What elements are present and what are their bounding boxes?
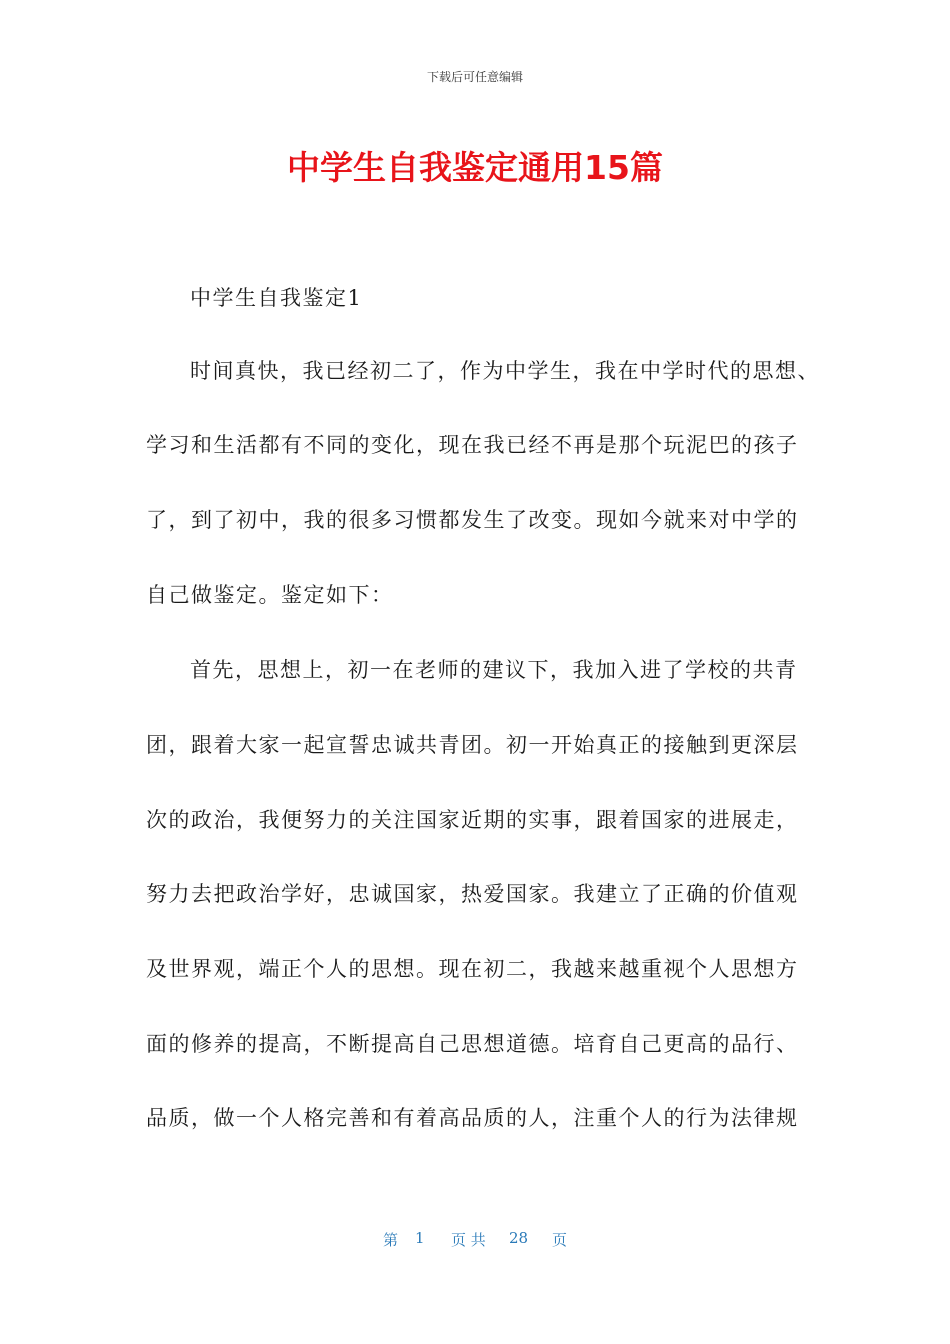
paragraph-line: 了，到了初中，我的很多习惯都发生了改变。现如今就来对中学的: [146, 508, 799, 532]
paragraph-line: 首先，思想上，初一在老师的建议下，我加入进了学校的共青: [190, 658, 798, 682]
paragraph-line: 及世界观，端正个人的思想。现在初二，我越来越重视个人思想方: [146, 957, 799, 981]
paragraph-line: 学习和生活都有不同的变化，现在我已经不再是那个玩泥巴的孩子: [146, 433, 799, 457]
paragraph-line: 面的修养的提高，不断提高自己思想道德。培育自己更高的品行、: [146, 1032, 799, 1056]
footer-suffix: 页: [552, 1231, 568, 1249]
paragraph-line: 团，跟着大家一起宣誓忠诚共青团。初一开始真正的接触到更深层: [146, 733, 799, 757]
paragraph-line: 品质，做一个人格完善和有着高品质的人，注重个人的行为法律规: [146, 1106, 799, 1130]
header-note: 下载后可任意编辑: [426, 70, 523, 84]
footer-middle: 页 共: [451, 1231, 486, 1249]
footer-page-number: 1: [415, 1229, 425, 1247]
paragraph-line: 努力去把政治学好，忠诚国家，热爱国家。我建立了正确的价值观: [146, 882, 799, 906]
section-heading: 中学生自我鉴定1: [190, 286, 363, 310]
footer-prefix: 第: [383, 1231, 399, 1249]
paragraph-line: 自己做鉴定。鉴定如下：: [146, 583, 394, 607]
paragraph-line: 次的政治，我便努力的关注国家近期的实事，跟着国家的进展走，: [146, 808, 799, 832]
paragraph-line: 时间真快，我已经初二了，作为中学生，我在中学时代的思想、: [190, 359, 820, 383]
footer-total-pages: 28: [509, 1229, 529, 1247]
document-title: 中学生自我鉴定通用15篇: [287, 148, 663, 187]
